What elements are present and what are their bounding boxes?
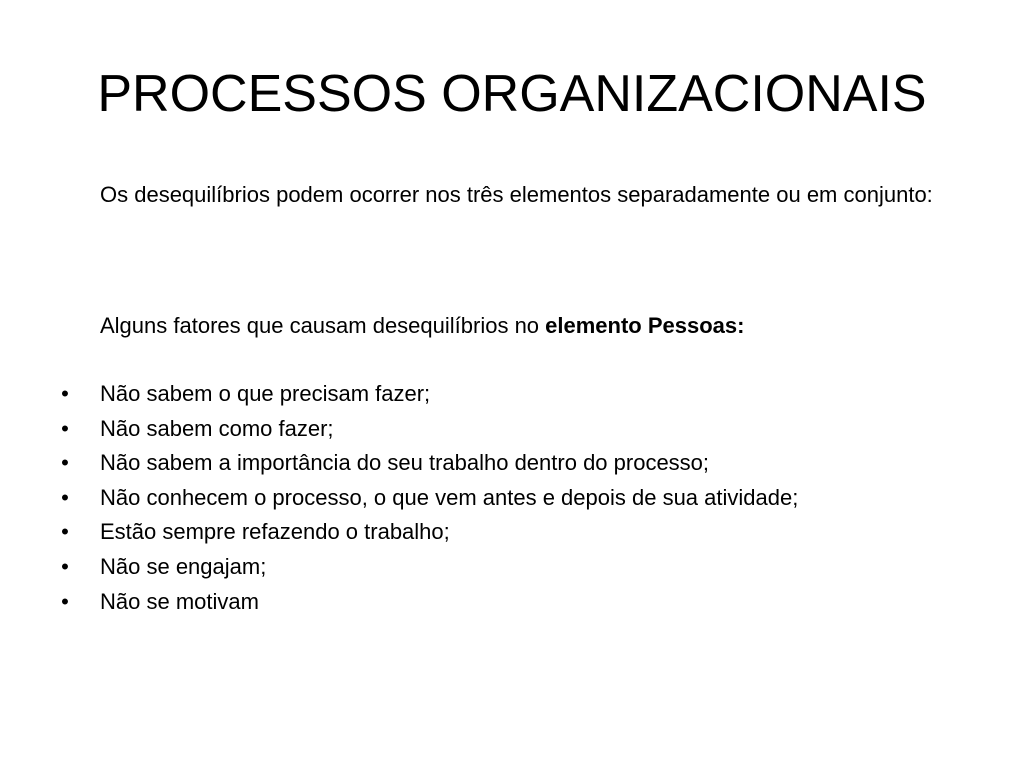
- bullet-item: [58, 449, 978, 484]
- bullet-item: [58, 380, 978, 415]
- bullet-icon: •: [61, 519, 69, 545]
- bullet-list: [58, 380, 978, 622]
- lead-text: Alguns fatores que causam desequilíbrios no: [100, 313, 546, 338]
- bullet-icon: •: [61, 588, 69, 614]
- bullet-text: Não sabem como fazer;: [100, 415, 334, 441]
- bullet-item: [58, 415, 978, 450]
- bullet-icon: •: [61, 381, 69, 406]
- bullet-text: Estão sempre refazendo o trabalho;: [100, 519, 450, 545]
- bullet-icon: •: [61, 450, 69, 476]
- bullet-item: [58, 484, 978, 519]
- bullet-icon: •: [61, 484, 69, 510]
- bullet-text: Não conhecem o processo, o que vem antes e depois de sua atividade;: [100, 484, 799, 510]
- lead-paragraph: [100, 312, 962, 340]
- lead-emphasis: elemento Pessoas:: [545, 313, 745, 338]
- bullet-icon: •: [61, 415, 69, 441]
- intro-paragraph: Os desequilíbrios podem ocorrer nos três elementos separadamente ou em conjunto:: [100, 182, 933, 207]
- bullet-text: Não se motivam: [100, 588, 259, 614]
- bullet-item: [58, 518, 978, 553]
- bullet-text: Não sabem a importância do seu trabalho dentro do processo;: [100, 450, 710, 476]
- bullet-item: [58, 588, 978, 623]
- bullet-icon: •: [61, 553, 69, 579]
- bullet-item: [58, 553, 978, 588]
- bullet-text: Não se engajam;: [100, 553, 267, 579]
- bullet-text: Não sabem o que precisam fazer;: [100, 381, 431, 406]
- slide-title: PROCESSOS ORGANIZACIONAIS: [97, 65, 927, 123]
